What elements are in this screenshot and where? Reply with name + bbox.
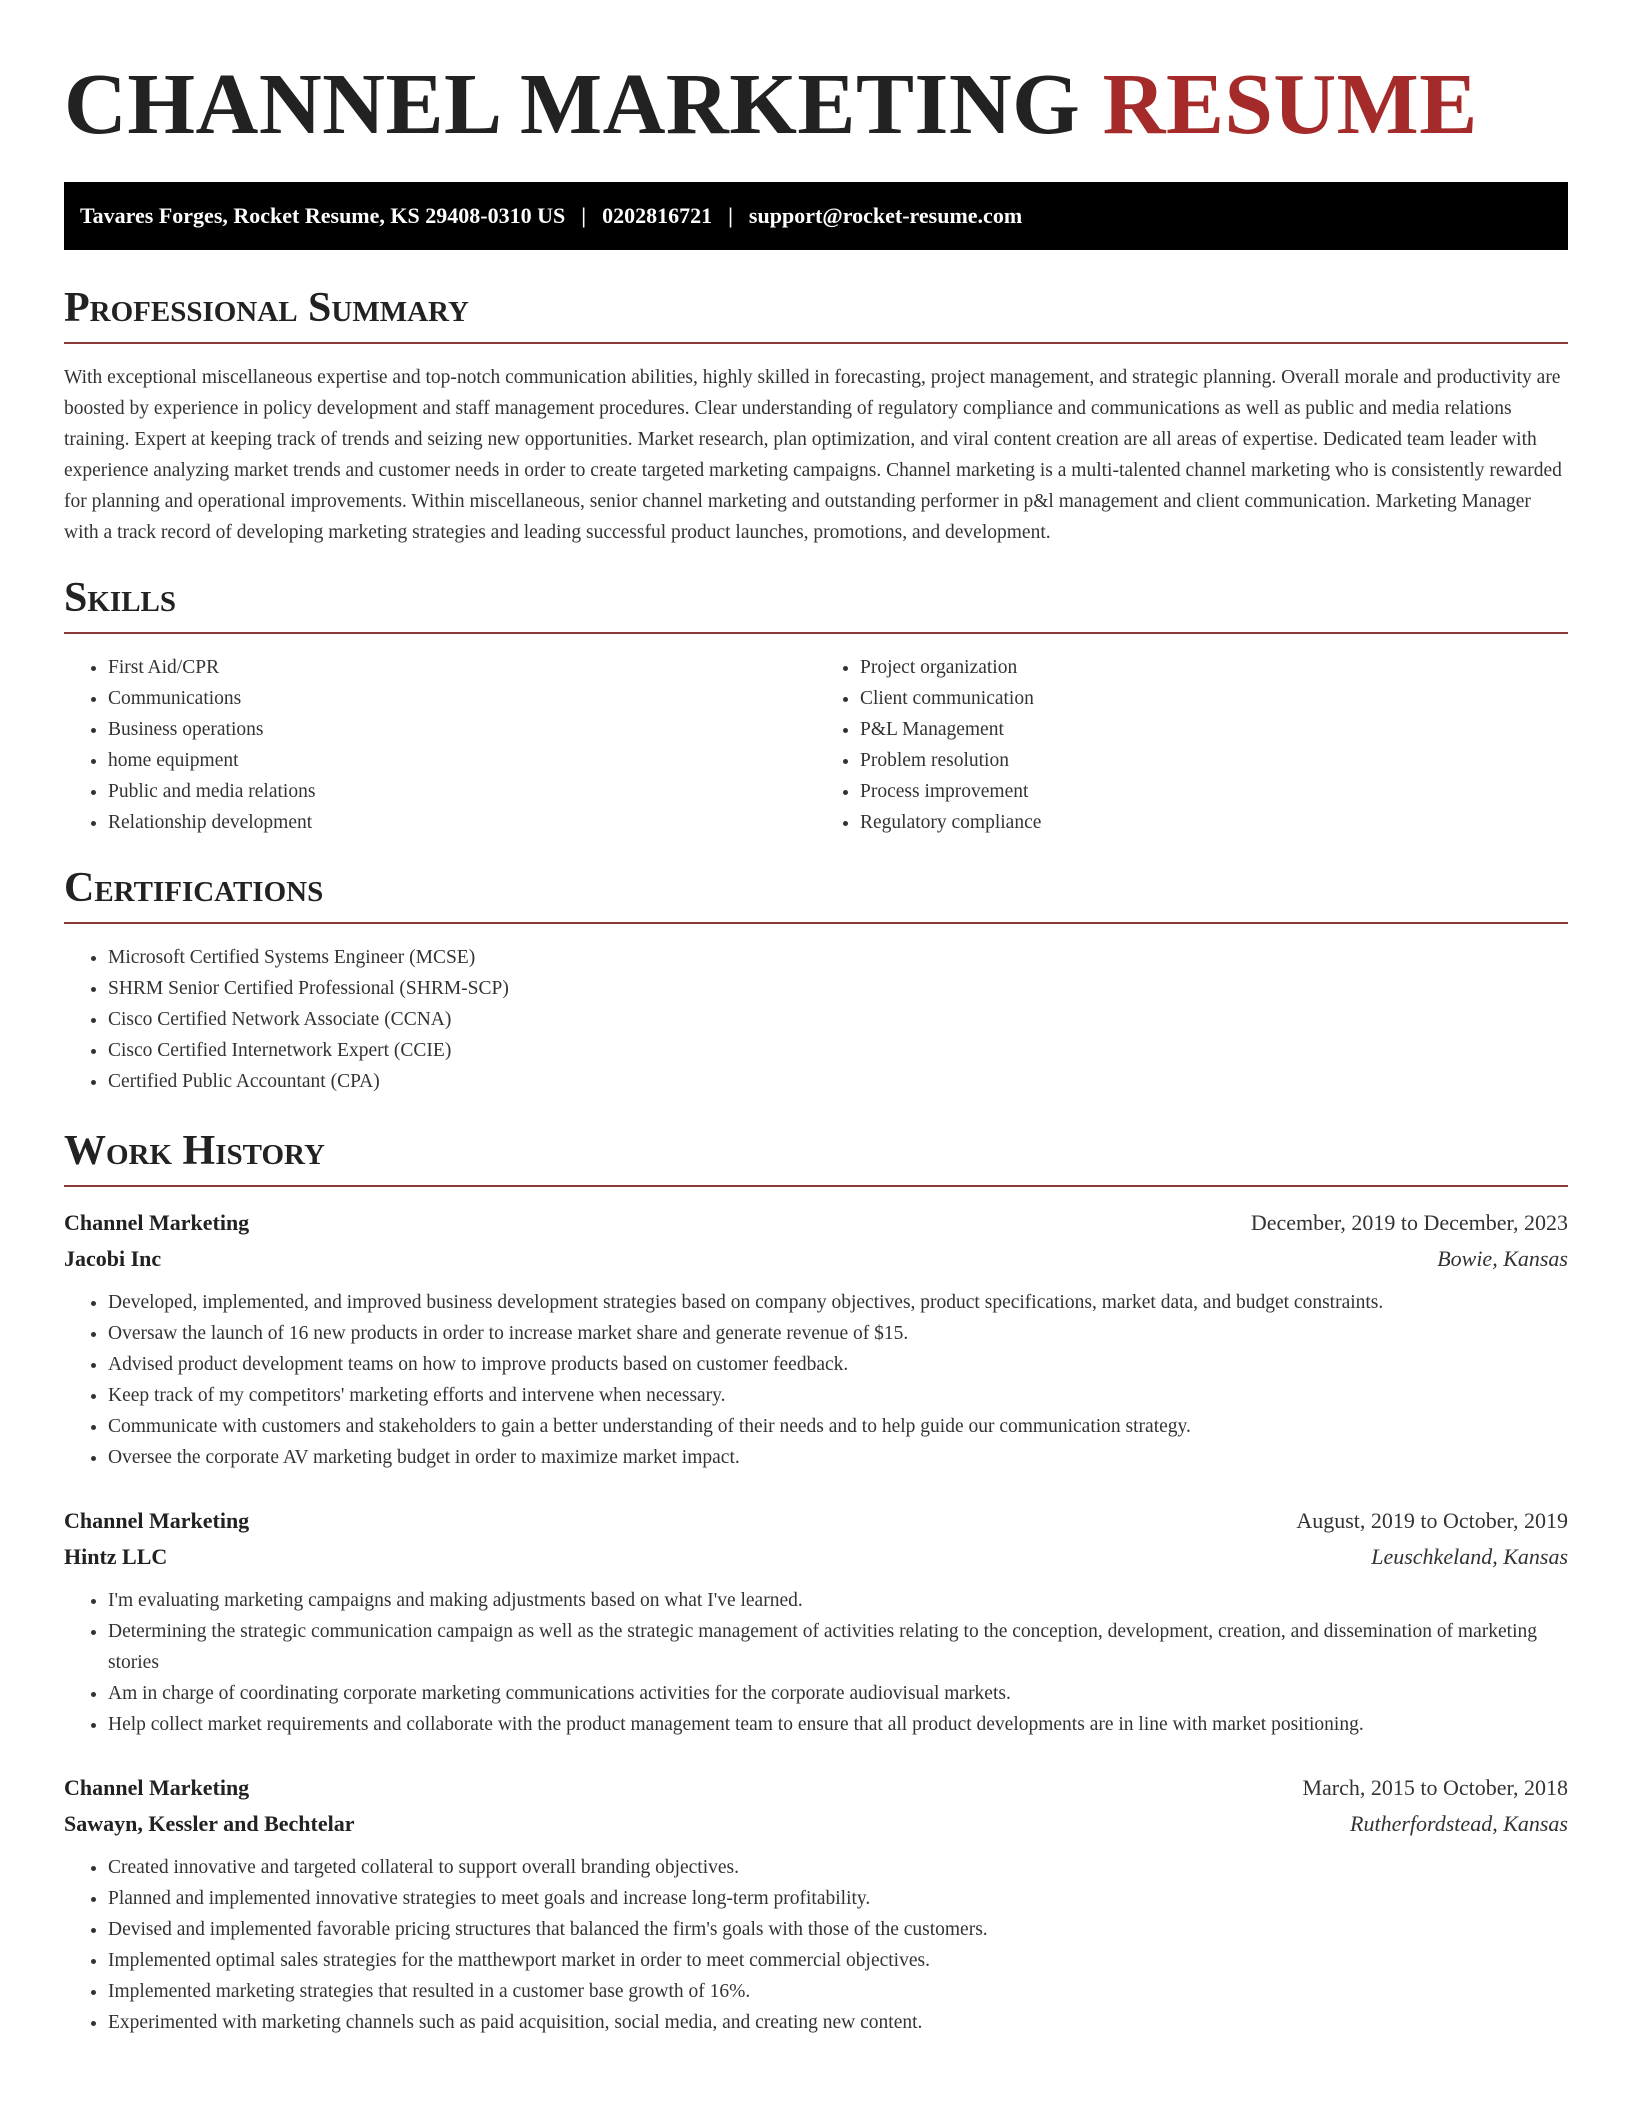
job-bullet: • Devised and implemented favorable pricing structures that balanced the firm's goals with those of the customers. bbox=[108, 1914, 1568, 1945]
summary-section bbox=[64, 282, 1568, 548]
job-bullet: • Experimented with marketing channels such as paid acquisition, social media, and creating new content. bbox=[108, 2007, 1568, 2038]
job-bullet: • Advised product development teams on how to improve products based on customer feedback. bbox=[108, 1349, 1568, 1380]
job-header-row bbox=[64, 1770, 1568, 1806]
job-bullet: • Oversee the corporate AV marketing budget in order to maximize market impact. bbox=[108, 1442, 1568, 1473]
contact-phone: 0202816721 bbox=[602, 203, 713, 228]
job-bullet: • Developed, implemented, and improved business development strategies based on company objectives, product specifications, market data, and budget constraints. bbox=[108, 1287, 1568, 1318]
skills-list-left bbox=[64, 652, 816, 838]
certification-item: • Certified Public Accountant (CPA) bbox=[108, 1066, 1568, 1097]
skills-columns bbox=[64, 652, 1568, 838]
contact-email[interactable]: support@rocket-resume.com bbox=[748, 203, 1023, 228]
skill-item: • Project organization bbox=[860, 652, 1568, 683]
job-company: Hintz LLC bbox=[64, 1544, 168, 1569]
certifications-section bbox=[64, 862, 1568, 1097]
job-subheader-row bbox=[64, 1539, 1568, 1575]
certification-item: • SHRM Senior Certified Professional (SHRM-SCP) bbox=[108, 973, 1568, 1004]
skills-section bbox=[64, 572, 1568, 838]
skills-heading: Skills bbox=[64, 575, 177, 621]
job-entry bbox=[64, 1205, 1568, 1473]
skill-item: • Client communication bbox=[860, 683, 1568, 714]
skill-item: • Process improvement bbox=[860, 776, 1568, 807]
job-subheader-row bbox=[64, 1241, 1568, 1277]
job-entry bbox=[64, 1503, 1568, 1740]
job-bullet: • Help collect market requirements and collaborate with the product management team to ensure that all product developments are in line with market positioning. bbox=[108, 1709, 1568, 1740]
resume-title bbox=[64, 0, 1568, 156]
skill-item: • Relationship development bbox=[108, 807, 816, 838]
job-title: Channel Marketing bbox=[64, 1775, 250, 1800]
summary-text: With exceptional miscellaneous expertise and top-notch communication abilities, highly skilled in forecasting, project management, and strategic planning. Overall morale and productivity are boosted by experience in policy development and staff management procedures. Clear understanding of regulatory compliance and communications as well as public and media relations training. Expert at keeping track of trends and seizing new opportunities. Market research, plan optimization, and viral content creation are all areas of expertise. Dedicated team leader with experience analyzing market trends and customer needs in order to create targeted marketing campaigns. Channel marketing is a multi-talented channel marketing who is consistently rewarded for planning and operational improvements. Within miscellaneous, senior channel marketing and outstanding performer in p&l management and client communication. Marketing Manager with a track record of developing marketing strategies and leading successful product launches, promotions, and development. bbox=[64, 367, 1562, 543]
job-dates: August, 2019 to October, 2019 bbox=[1296, 1508, 1568, 1533]
skill-item: • First Aid/CPR bbox=[108, 652, 816, 683]
section-divider bbox=[64, 1185, 1568, 1187]
summary-heading: Professional Summary bbox=[64, 285, 469, 331]
section-divider bbox=[64, 922, 1568, 924]
work-history-heading: Work History bbox=[64, 1128, 325, 1174]
job-company: Jacobi Inc bbox=[64, 1246, 162, 1271]
work-history-section bbox=[64, 1125, 1568, 2038]
job-location: Bowie, Kansas bbox=[1437, 1246, 1568, 1271]
job-header-row bbox=[64, 1503, 1568, 1539]
section-divider bbox=[64, 342, 1568, 344]
job-bullet: • Planned and implemented innovative strategies to meet goals and increase long-term profitability. bbox=[108, 1883, 1568, 1914]
skill-item: • Problem resolution bbox=[860, 745, 1568, 776]
job-title: Channel Marketing bbox=[64, 1210, 250, 1235]
contact-bar bbox=[64, 182, 1568, 250]
job-bullets bbox=[64, 1287, 1568, 1473]
contact-separator: | bbox=[728, 203, 733, 228]
job-bullets bbox=[64, 1585, 1568, 1740]
job-bullet: • Implemented marketing strategies that resulted in a customer base growth of 16%. bbox=[108, 1976, 1568, 2007]
job-bullet: • Determining the strategic communication campaign as well as the strategic management of activities relating to the conception, development, creation, and dissemination of marketing stories bbox=[108, 1616, 1568, 1678]
job-bullet: • I'm evaluating marketing campaigns and making adjustments based on what I've learned. bbox=[108, 1585, 1568, 1616]
job-dates: December, 2019 to December, 2023 bbox=[1250, 1210, 1568, 1235]
skill-item: • P&L Management bbox=[860, 714, 1568, 745]
section-divider bbox=[64, 632, 1568, 634]
job-subheader-row bbox=[64, 1806, 1568, 1842]
job-bullet: • Keep track of my competitors' marketing efforts and intervene when necessary. bbox=[108, 1380, 1568, 1411]
certification-item: • Cisco Certified Network Associate (CCNA) bbox=[108, 1004, 1568, 1035]
skill-item: • Business operations bbox=[108, 714, 816, 745]
contact-address: Tavares Forges, Rocket Resume, KS 29408-0310 US bbox=[80, 203, 566, 228]
certifications-list bbox=[64, 942, 1568, 1097]
job-bullet: • Am in charge of coordinating corporate marketing communications activities for the corporate audiovisual markets. bbox=[108, 1678, 1568, 1709]
job-company: Sawayn, Kessler and Bechtelar bbox=[64, 1811, 355, 1836]
skill-item: • Public and media relations bbox=[108, 776, 816, 807]
job-entry bbox=[64, 1770, 1568, 2038]
skills-list-right bbox=[816, 652, 1568, 838]
resume-title-accent: RESUME bbox=[1102, 55, 1478, 152]
job-bullet: • Implemented optimal sales strategies for the matthewport market in order to meet commercial objectives. bbox=[108, 1945, 1568, 1976]
certification-item: • Cisco Certified Internetwork Expert (CCIE) bbox=[108, 1035, 1568, 1066]
job-location: Rutherfordstead, Kansas bbox=[1350, 1811, 1568, 1836]
job-bullet: • Created innovative and targeted collateral to support overall branding objectives. bbox=[108, 1852, 1568, 1883]
job-location: Leuschkeland, Kansas bbox=[1371, 1544, 1568, 1569]
certification-item: • Microsoft Certified Systems Engineer (MCSE) bbox=[108, 942, 1568, 973]
skill-item: • Communications bbox=[108, 683, 816, 714]
job-bullet: • Communicate with customers and stakeholders to gain a better understanding of their needs and to help guide our communication strategy. bbox=[108, 1411, 1568, 1442]
skill-item: • home equipment bbox=[108, 745, 816, 776]
job-bullet: • Oversaw the launch of 16 new products in order to increase market share and generate revenue of $15. bbox=[108, 1318, 1568, 1349]
contact-separator: | bbox=[581, 203, 587, 228]
job-header-row bbox=[64, 1205, 1568, 1241]
certifications-heading: Certifications bbox=[64, 865, 324, 911]
skill-item: • Regulatory compliance bbox=[860, 807, 1568, 838]
job-dates: March, 2015 to October, 2018 bbox=[1302, 1775, 1568, 1800]
job-bullets bbox=[64, 1852, 1568, 2038]
resume-title-main: CHANNEL MARKETING bbox=[64, 55, 1081, 152]
job-title: Channel Marketing bbox=[64, 1508, 250, 1533]
